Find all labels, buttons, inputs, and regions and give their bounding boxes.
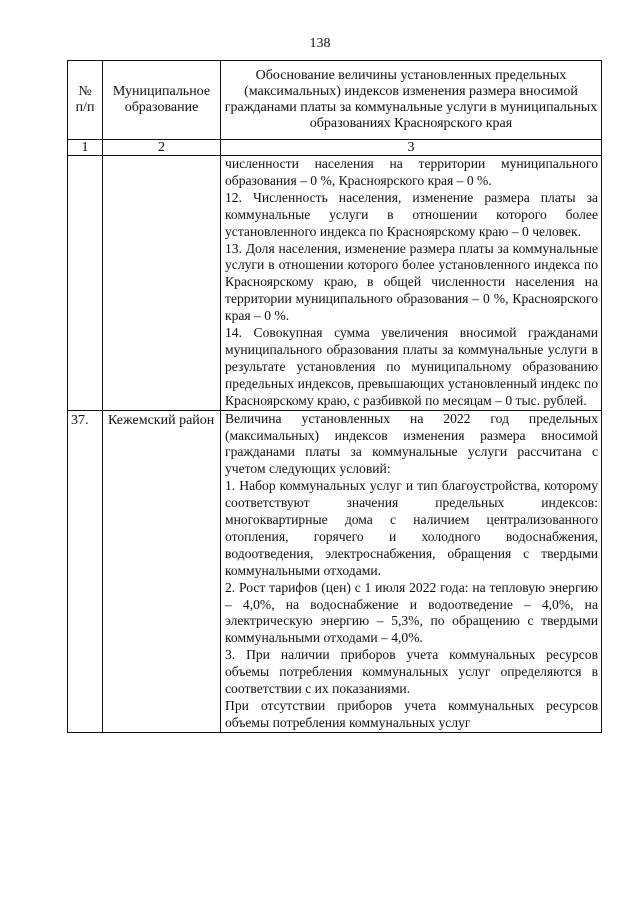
paragraph: 12. Численность населения, изменение размера платы за коммунальные услуги в отношении которого более установленного индекса по Красноярскому краю – 0 человек. bbox=[225, 189, 598, 239]
header-municipality: Муниципальное образование bbox=[103, 61, 221, 140]
header-justification: Обоснование величины установленных предельных (максимальных) индексов изменения размера вносимой гражданами платы за коммунальные услуги в муниципальных образованиях Красноярского края bbox=[221, 61, 602, 140]
paragraph: 1. Набор коммунальных услуг и тип благоустройства, которому соответствуют значения предельных индексов: многоквартирные дома с наличием централизованного отопления, горячего и холодного водоснабжения, водоотведения, электроснабжения, обращения с твердыми коммунальными отходами. bbox=[225, 478, 598, 578]
continued-municipality-cell bbox=[103, 156, 221, 411]
table-row-continued bbox=[68, 156, 602, 411]
table-header-row bbox=[68, 61, 602, 140]
table-row-37 bbox=[68, 410, 602, 732]
paragraph: При отсутствии приборов учета коммунальных ресурсов объемы потребления коммунальных услуг bbox=[225, 698, 598, 730]
paragraph: 13. Доля населения, изменение размера платы за коммунальные услуги в отношении которого более установленного индекса по Красноярскому краю, в общей численности населения на территории муниципального образования – 0 %, Красноярского края – 0 %. bbox=[225, 240, 598, 324]
municipality-name: Кежемский район bbox=[103, 410, 221, 732]
row-number: 37. bbox=[68, 410, 103, 732]
column-number-2: 2 bbox=[103, 140, 221, 156]
paragraph: 14. Совокупная сумма увеличения вносимой гражданами муниципального образования платы за коммунальные услуги в результате установления по муниципальному образованию предельных индексов, превышающих установленный индекс по Красноярскому краю, с разбивкой по месяцам – 0 тыс. рублей. bbox=[225, 325, 598, 408]
continued-justification-cell bbox=[221, 156, 602, 411]
paragraph: 3. При наличии приборов учета коммунальных ресурсов объемы потребления коммунальных услуг определяются в соответствии с их показаниями. bbox=[225, 647, 598, 697]
column-number-row bbox=[68, 140, 602, 156]
paragraph: 2. Рост тарифов (цен) с 1 июля 2022 года: на тепловую энергию – 4,0%, на водоснабжение и водоотведение – 4,0%, на электрическую энергию – 5,3%, по обращению с твердыми коммунальными отходами – 4,0%. bbox=[225, 579, 598, 646]
paragraph: Величина установленных на 2022 год предельных (максимальных) индексов изменения размера вносимой гражданами платы за коммунальные услуги рассчитана с учетом следующих условий: bbox=[225, 410, 598, 477]
page-number: 138 bbox=[309, 36, 331, 51]
tariff-index-table bbox=[67, 60, 602, 733]
justification-cell bbox=[221, 410, 602, 732]
header-num: № п/п bbox=[68, 61, 103, 140]
column-number-1: 1 bbox=[68, 140, 103, 156]
paragraph: численности населения на территории муниципального образования – 0 %, Красноярского края – 0 %. bbox=[225, 156, 598, 188]
column-number-3: 3 bbox=[221, 140, 602, 156]
continued-num-cell bbox=[68, 156, 103, 411]
